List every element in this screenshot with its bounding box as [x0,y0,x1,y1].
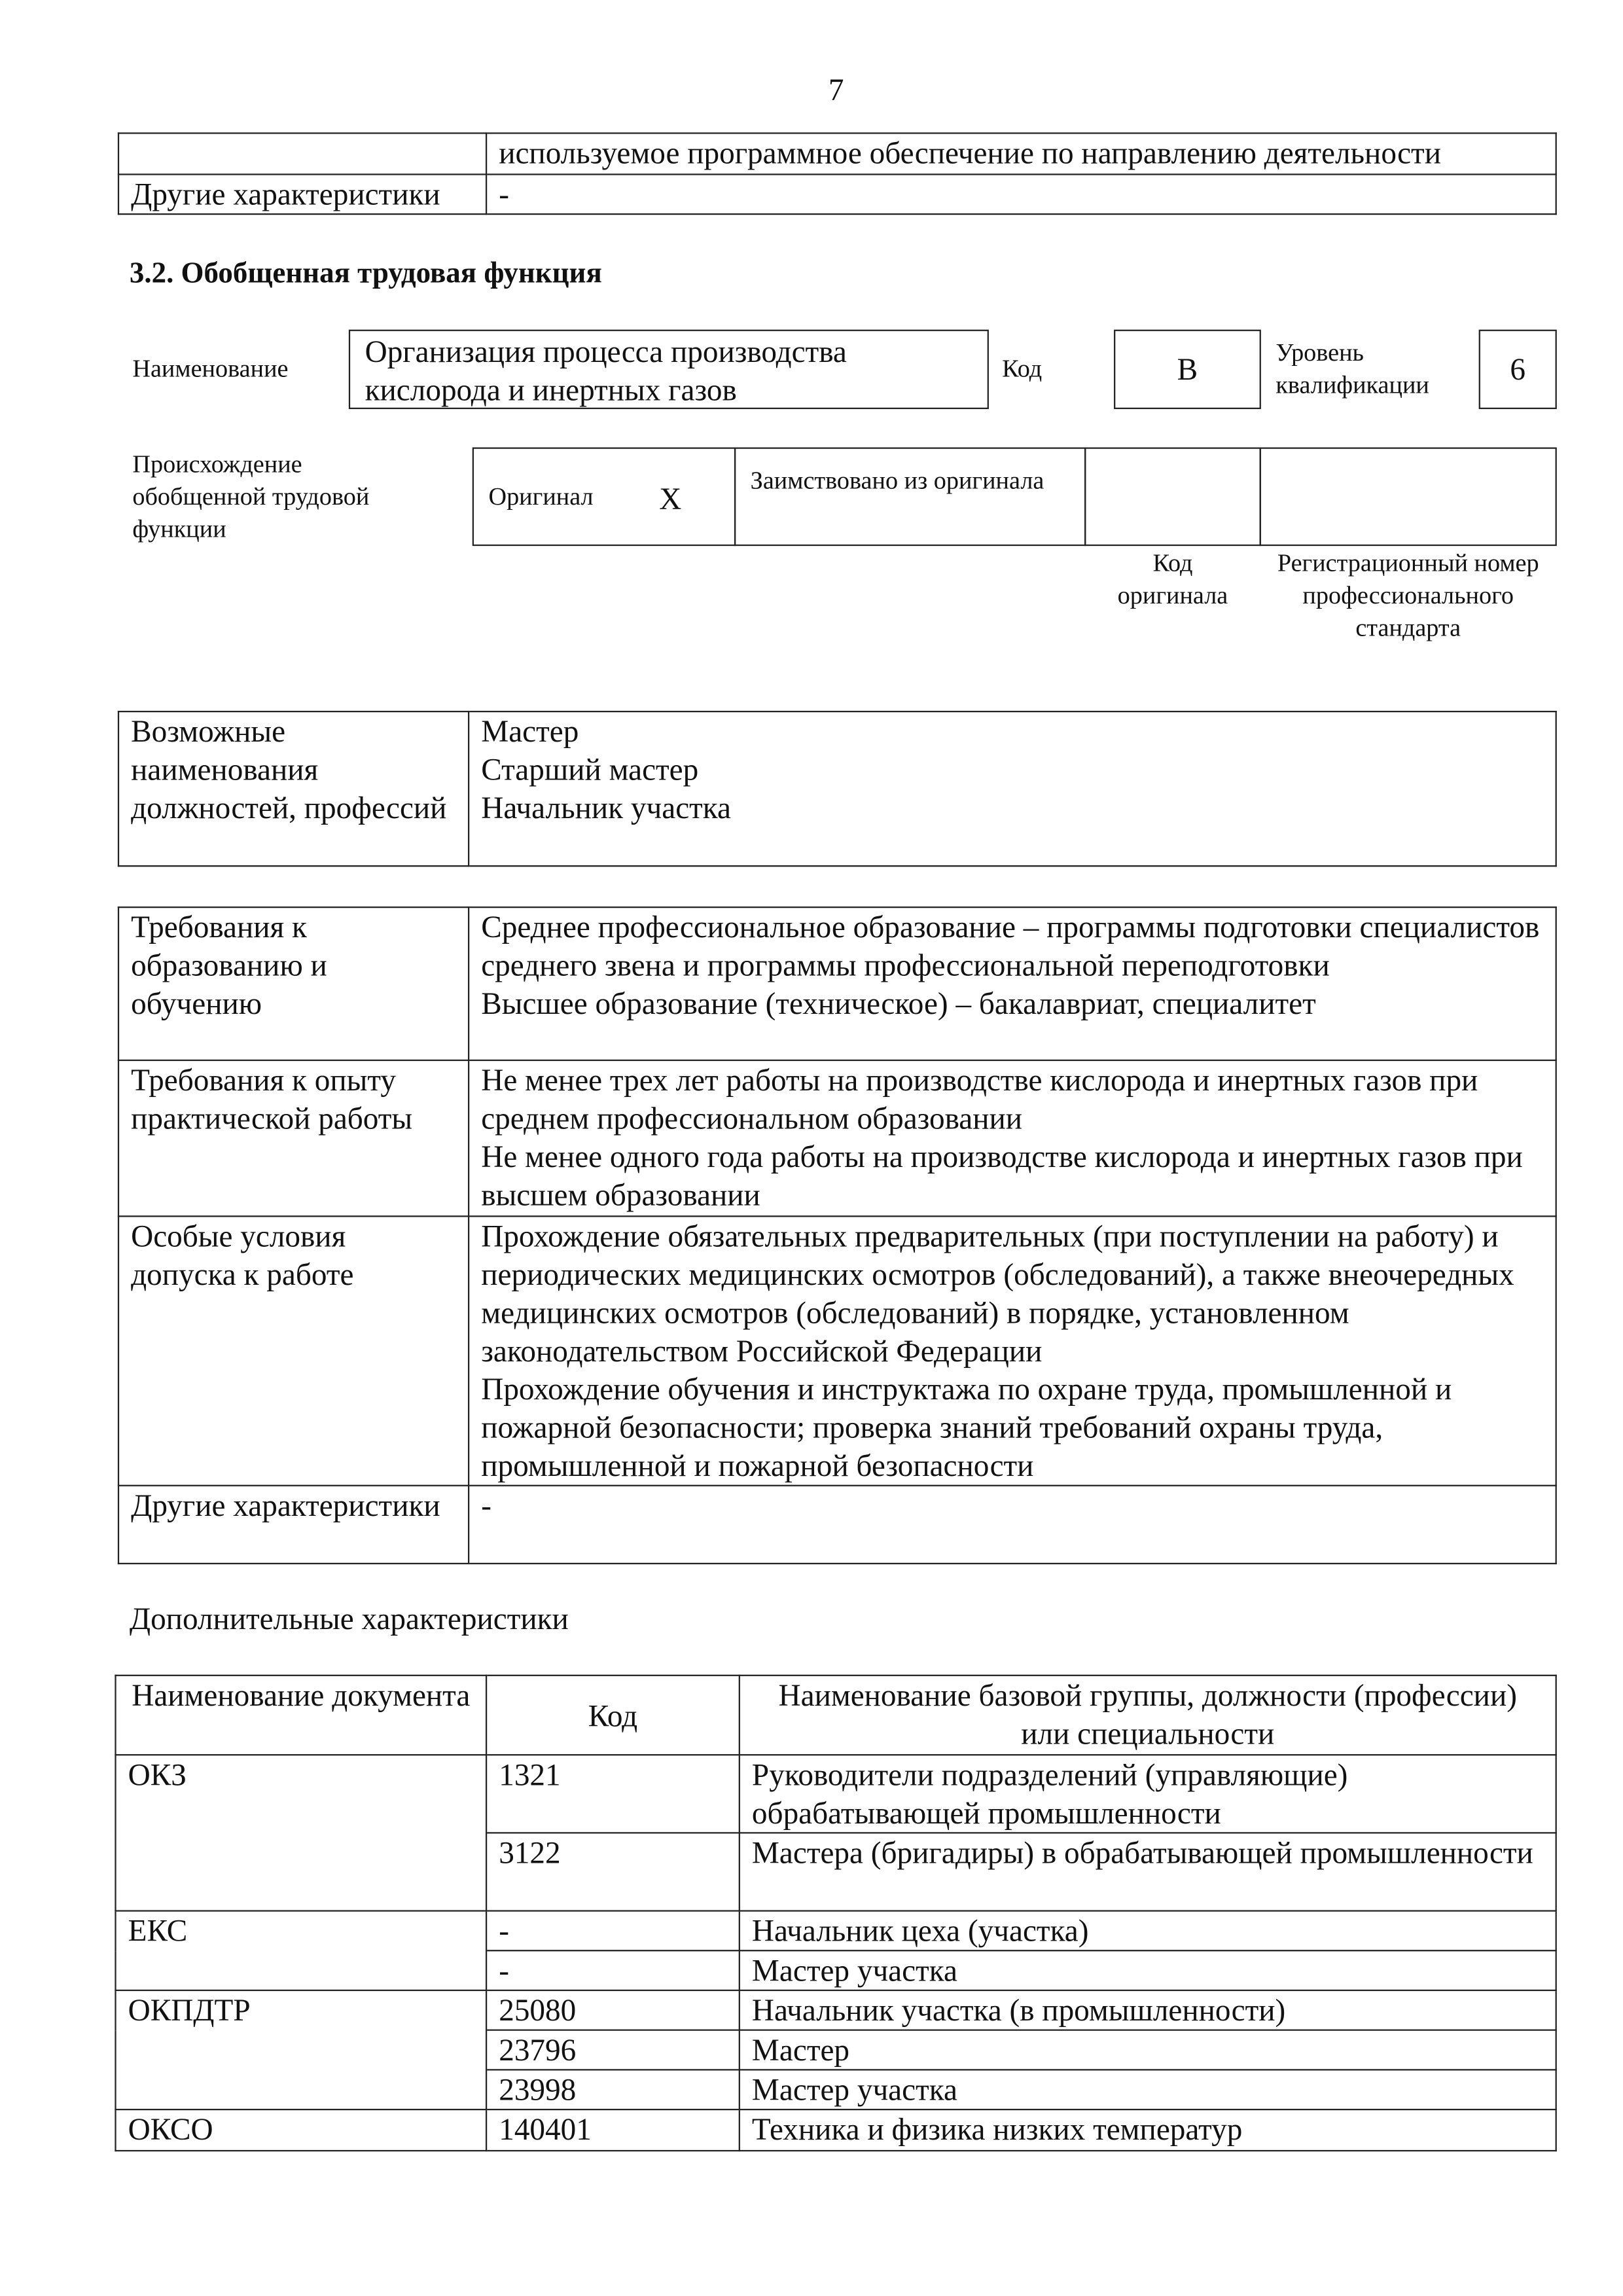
original-code-cell [1084,448,1261,547]
additional-title: Дополнительные характеристики [129,1601,569,1637]
req-line: - [481,1488,491,1524]
code-cell: 140401 [486,2109,740,2151]
code-cell: - [486,1911,740,1951]
borrowed-label: Заимствовано из оригинала [734,448,1086,547]
code-label: Код [1002,354,1043,383]
positions-table [118,711,1557,867]
name-cell: Мастер участка [740,2070,1556,2109]
top-table [118,132,1557,215]
table-row [115,1911,1556,1951]
position-item: Мастер [481,713,579,749]
name-cell: Начальник цеха (участка) [740,1911,1556,1951]
position-item: Начальник участка [481,790,731,826]
cell: - [486,174,1556,214]
req-line: Не менее одного года работы на производстве кислорода и инертных газов при высшем образовании [481,1139,1523,1213]
req-label: Другие характеристики [118,1486,469,1564]
req-value [469,1060,1556,1216]
req-label: Требования к опыту практической работы [118,1060,469,1216]
header-row [115,1676,1556,1755]
name-cell: Мастер участка [740,1950,1556,1990]
cell: Другие характеристики [118,174,486,214]
req-value [469,1216,1556,1485]
req-line: Прохождение обучения и инструктажа по охране труда, промышленной и пожарной безопасности; проверка знаний требований охраны труда, промышленной и пожарной безопасности [481,1371,1452,1484]
name-cell: Техника и физика низких температур [740,2109,1556,2151]
name-label: Наименование [132,354,289,383]
name-cell: Руководители подразделений (управляющие) обрабатывающей промышленности [740,1755,1556,1833]
reg-caption: Регистрационный номер профессионального стандарта [1277,548,1539,642]
level-value: 6 [1479,330,1557,409]
original-cell [473,448,736,547]
cell [118,133,486,174]
origin-label: Происхождение обобщенной трудовой функции [132,450,370,543]
doc-cell: ОКЗ [115,1755,486,1910]
positions-values [469,711,1556,866]
table-row [118,1060,1556,1216]
table-row [115,1755,1556,1833]
cell: используемое программное обеспечение по направлению деятельности [486,133,1556,174]
code-cell: 23998 [486,2070,740,2109]
code-cell: 3122 [486,1833,740,1910]
name-cell: Мастер [740,2030,1556,2070]
original-mark: X [659,481,682,517]
code-cell: - [486,1950,740,1990]
table-row [118,1216,1556,1485]
table-row [118,907,1556,1060]
requirements-table [118,906,1557,1564]
table-row [115,1990,1556,2030]
table-row [115,2109,1556,2151]
level-label: Уровень квалификации [1275,338,1429,399]
original-label: Оригинал [488,482,594,511]
reg-number-cell [1260,448,1557,547]
code-value: В [1114,330,1261,409]
code-caption: Код оригинала [1117,548,1228,609]
code-cell: 23796 [486,2030,740,2070]
header-cell: Наименование базовой группы, должности (профессии) или специальности [740,1676,1556,1755]
req-line: Не менее трех лет работы на производстве кислорода и инертных газов при среднем профессиональном образовании [481,1062,1478,1136]
additional-table [115,1675,1556,2151]
header-cell: Наименование документа [115,1676,486,1755]
req-label: Особые условия допуска к работе [118,1216,469,1485]
doc-cell: ОКСО [115,2109,486,2151]
doc-cell: ОКПДТР [115,1990,486,2109]
positions-label: Возможные наименования должностей, профессий [118,711,469,866]
page-number: 7 [828,72,844,108]
position-item: Старший мастер [481,751,699,787]
req-line: Среднее профессиональное образование – программы подготовки специалистов среднего звена и программы профессиональной переподготовки [481,909,1540,983]
name-value: Организация процесса производства кислорода и инертных газов [349,330,989,409]
req-value [469,907,1556,1060]
doc-cell: ЕКС [115,1911,486,1990]
req-label: Требования к образованию и обучению [118,907,469,1060]
name-cell: Начальник участка (в промышленности) [740,1990,1556,2030]
code-cell: 25080 [486,1990,740,2030]
name-cell: Мастера (бригадиры) в обрабатывающей промышленности [740,1833,1556,1910]
req-line: Прохождение обязательных предварительных (при поступлении на работу) и периодических медицинских осмотров (обследований), а также внеочередных медицинских осмотров (обследований) в порядке, установленном законодательством Российской Федерации [481,1218,1514,1369]
section-title: 3.2. Обобщенная трудовая функция [129,257,602,290]
req-value [469,1486,1556,1564]
table-row [118,1486,1556,1564]
header-cell: Код [486,1676,740,1755]
req-line: Высшее образование (техническое) – бакалавриат, специалитет [481,986,1316,1022]
code-cell: 1321 [486,1755,740,1833]
